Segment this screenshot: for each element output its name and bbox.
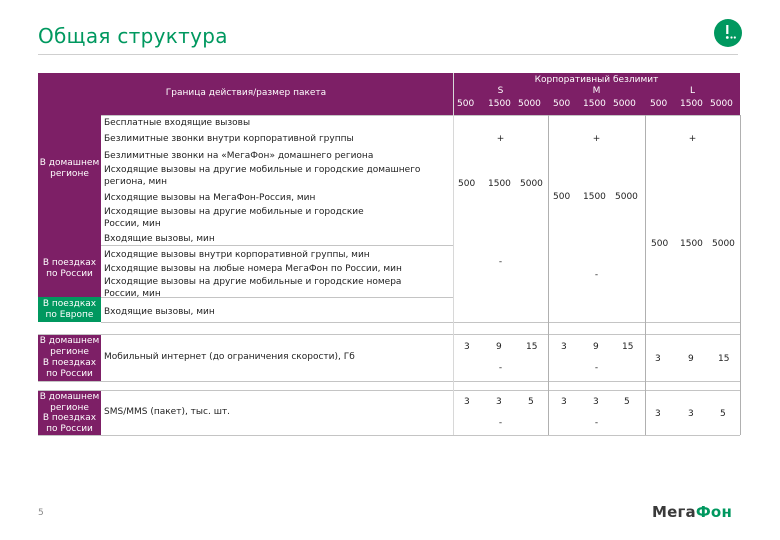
brand-part2: Фон	[695, 503, 733, 521]
row-unlimited-megafon: Безлимитные звонки на «МегаФон» домашнего региона	[104, 151, 374, 161]
row-outgoing-local-line1: Исходящие вызовы на другие мобильные и городские домашнего	[104, 165, 421, 175]
l-min-1500: 1500	[680, 239, 703, 249]
row-internet: Мобильный интернет (до ограничения скорости), Гб	[104, 352, 355, 362]
tariff-m: M	[592, 86, 601, 96]
s-min-1500: 1500	[488, 179, 511, 189]
region-home-cell	[38, 115, 101, 245]
row-line-travel	[101, 245, 453, 246]
page-title: Общая структура	[38, 24, 228, 48]
dash-s-travel: -	[498, 257, 503, 267]
m-sms-1: 3	[561, 397, 567, 407]
s-sms-1: 3	[464, 397, 470, 407]
size-l-5000: 5000	[710, 99, 733, 109]
row-line-internet-bottom	[38, 381, 740, 382]
l-internet-3: 15	[718, 354, 730, 364]
l-internet-1: 3	[655, 354, 661, 364]
size-m-1500: 1500	[583, 99, 606, 109]
m-internet-1: 3	[561, 342, 567, 352]
row-outgoing-local-line2: региона, мин	[104, 177, 167, 187]
region-sms-travel-label: В поездках по России	[42, 413, 97, 434]
brand-part1: Мега	[652, 503, 696, 521]
row-travel-group: Исходящие вызовы внутри корпоративной группы, мин	[104, 250, 370, 260]
dash-m-travel: -	[594, 270, 599, 280]
l-sms-3: 5	[720, 409, 726, 419]
plus-l: +	[688, 134, 697, 144]
row-free-incoming: Бесплатные входящие вызовы	[104, 118, 251, 128]
s-min-500: 500	[458, 179, 476, 189]
row-line-internet-top	[38, 334, 740, 335]
row-outgoing-other-line1: Исходящие вызовы на другие мобильные и городские	[104, 207, 364, 217]
dash-s-internet-travel: -	[498, 363, 503, 373]
m-min-500: 500	[553, 192, 571, 202]
s-sms-2: 3	[496, 397, 502, 407]
plus-m: +	[592, 134, 601, 144]
row-line-sms-bottom	[38, 435, 740, 436]
region-europe-label: В поездках по Европе	[42, 299, 97, 320]
tariff-l: L	[689, 86, 695, 96]
s-internet-2: 9	[496, 342, 502, 352]
row-travel-any: Исходящие вызовы на любые номера МегаФон по России, мин	[104, 264, 402, 274]
region-internet-travel-label: В поездках по России	[42, 358, 97, 379]
row-sms: SMS/MMS (пакет), тыс. шт.	[104, 407, 231, 417]
dash-m-sms-travel: -	[594, 418, 599, 428]
page-number: 5	[38, 508, 44, 518]
region-sms-home-label: В домашнем регионе	[39, 392, 100, 413]
row-outgoing-russia: Исходящие вызовы на МегаФон-Россия, мин	[104, 193, 316, 203]
m-internet-2: 9	[593, 342, 599, 352]
size-m-5000: 5000	[613, 99, 636, 109]
size-m-500: 500	[553, 99, 571, 109]
brand-wordmark	[652, 503, 732, 521]
s-internet-3: 15	[526, 342, 538, 352]
col-line-m-l	[645, 115, 646, 435]
m-sms-2: 3	[593, 397, 599, 407]
m-sms-3: 5	[624, 397, 630, 407]
s-min-5000: 5000	[520, 179, 543, 189]
m-min-5000: 5000	[615, 192, 638, 202]
region-internet-home-label: В домашнем регионе	[39, 336, 100, 357]
region-travel-label: В поездках по России	[42, 258, 97, 279]
row-outgoing-other-line2: России, мин	[104, 219, 161, 229]
title-divider	[38, 54, 738, 55]
l-sms-2: 3	[688, 409, 694, 419]
m-internet-3: 15	[622, 342, 634, 352]
row-travel-other-line2: России, мин	[104, 289, 161, 299]
megafon-logo-icon	[713, 18, 743, 48]
row-travel-other-line1: Исходящие вызовы на другие мобильные и городские номера	[104, 277, 402, 287]
l-internet-2: 9	[688, 354, 694, 364]
row-europe-incoming: Входящие вызовы, мин	[104, 307, 215, 317]
size-s-500: 500	[457, 99, 475, 109]
row-incoming: Входящие вызовы, мин	[104, 234, 215, 244]
s-sms-3: 5	[528, 397, 534, 407]
size-s-1500: 1500	[488, 99, 511, 109]
size-l-500: 500	[650, 99, 668, 109]
plus-s: +	[496, 134, 505, 144]
size-s-5000: 5000	[518, 99, 541, 109]
size-l-1500: 1500	[680, 99, 703, 109]
l-min-5000: 5000	[712, 239, 735, 249]
col-line-desc	[453, 73, 454, 435]
region-home-label: В домашнем регионе	[39, 158, 100, 179]
m-min-1500: 1500	[583, 192, 606, 202]
l-min-500: 500	[651, 239, 669, 249]
dash-s-sms-travel: -	[498, 418, 503, 428]
s-internet-1: 3	[464, 342, 470, 352]
tariff-s: S	[497, 86, 504, 96]
row-line-sms-top	[38, 390, 740, 391]
l-sms-1: 3	[655, 409, 661, 419]
row-unlimited-group: Безлимитные звонки внутри корпоративной группы	[104, 134, 354, 144]
dash-m-internet-travel: -	[594, 363, 599, 373]
header-top-left-label: Граница действия/размер пакета	[165, 88, 327, 98]
col-line-right	[740, 115, 741, 435]
header-group-label: Корпоративный безлимит	[534, 75, 659, 85]
